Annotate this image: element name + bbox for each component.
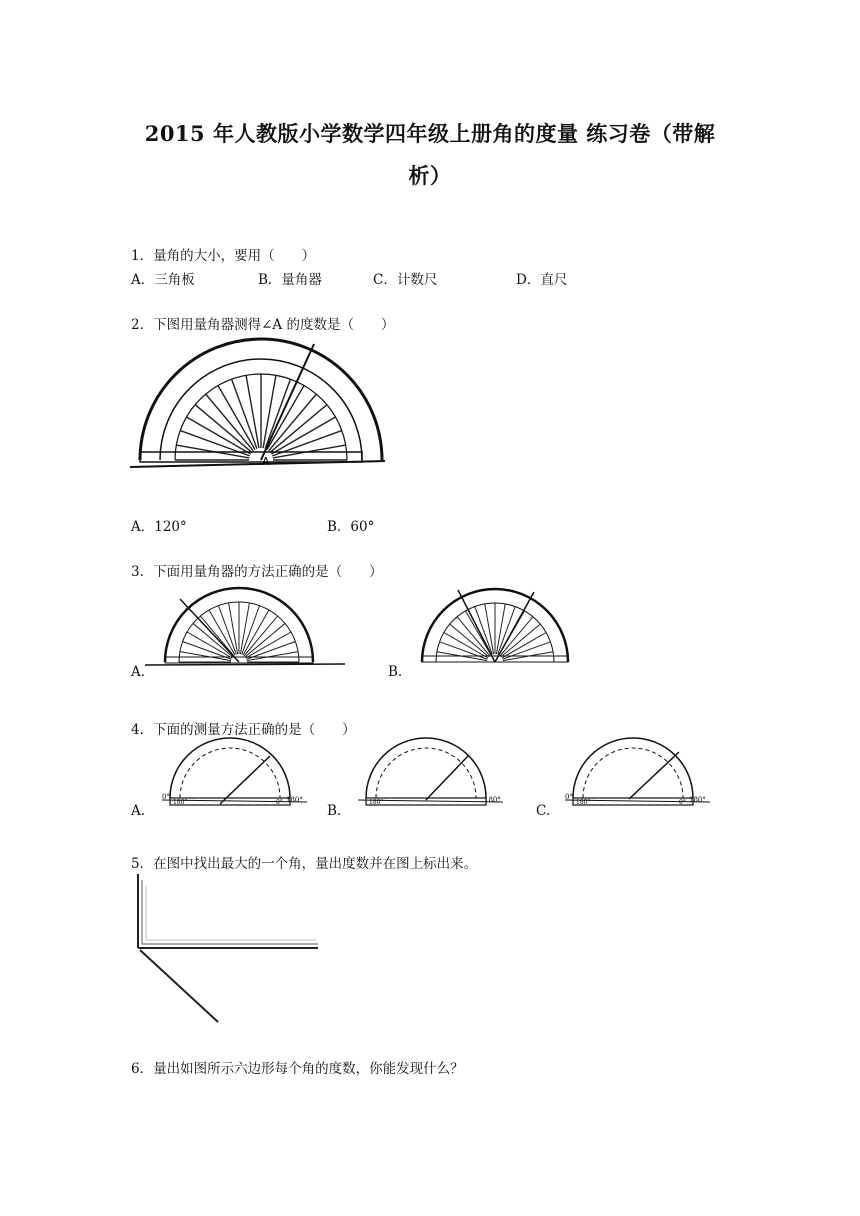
page-title-line1: 2015 年人教版小学数学四年级上册角的度量 练习卷（带解 [144,121,716,146]
question-1-text: 1．量角的大小，要用（ ） [131,248,316,264]
angle-vertex-label: A [262,455,270,468]
question-4-text: 4．下面的测量方法正确的是（ ） [131,722,356,738]
q2-protractor-figure [130,340,390,475]
q1-option-c: C．计数尺 [373,272,438,288]
q4-option-a-label: A. [131,803,146,819]
svg-text:180°: 180° [173,799,188,806]
q4-option-b-label: B. [327,803,342,819]
svg-text:180°: 180° [689,796,706,804]
svg-text:0°: 0° [276,799,283,806]
protractor-spokes [179,602,299,662]
q3-protractor-b [418,586,568,668]
protractor-spokes [175,374,347,460]
q2-option-b: B．60° [327,519,375,535]
diagonal-ray [140,950,218,1022]
q4-figure-c [565,742,710,818]
question-6-text: 6．量出如图所示六边形每个角的度数，你能发现什么？ [131,1061,464,1077]
q1-option-d: D．直尺 [516,272,568,288]
svg-text:0°: 0° [162,793,170,801]
q1-option-a: A．三角板 [131,272,195,288]
q3-protractor-a [145,588,345,668]
svg-text:0°: 0° [679,799,686,806]
svg-text:180°: 180° [369,799,384,806]
q3-option-a-label: A. [131,664,146,680]
q3-option-b-label: B. [388,664,403,680]
protractor-spokes [436,603,554,662]
question-2-text: 2．下图用量角器测得∠A 的度数是（ ） [131,317,395,333]
page-title-line2: 析） [408,163,452,188]
svg-text:180°: 180° [286,796,303,804]
svg-text:180°: 180° [576,799,591,806]
q5-angle-figure [130,872,330,1027]
q4-option-c-label: C. [536,803,551,819]
question-3-text: 3．下面用量角器的方法正确的是（ ） [131,564,383,580]
svg-text:0°: 0° [565,793,573,801]
q1-option-b: B．量角器 [258,272,322,288]
svg-text:180°: 180° [484,796,501,804]
angle-ray [261,344,314,460]
question-5-text: 5．在图中找出最大的一个角，量出度数并在图上标出来。 [131,856,478,872]
q2-option-a: A．120° [131,519,187,535]
q4-figure-b [358,742,503,818]
q4-figure-a [162,742,307,818]
